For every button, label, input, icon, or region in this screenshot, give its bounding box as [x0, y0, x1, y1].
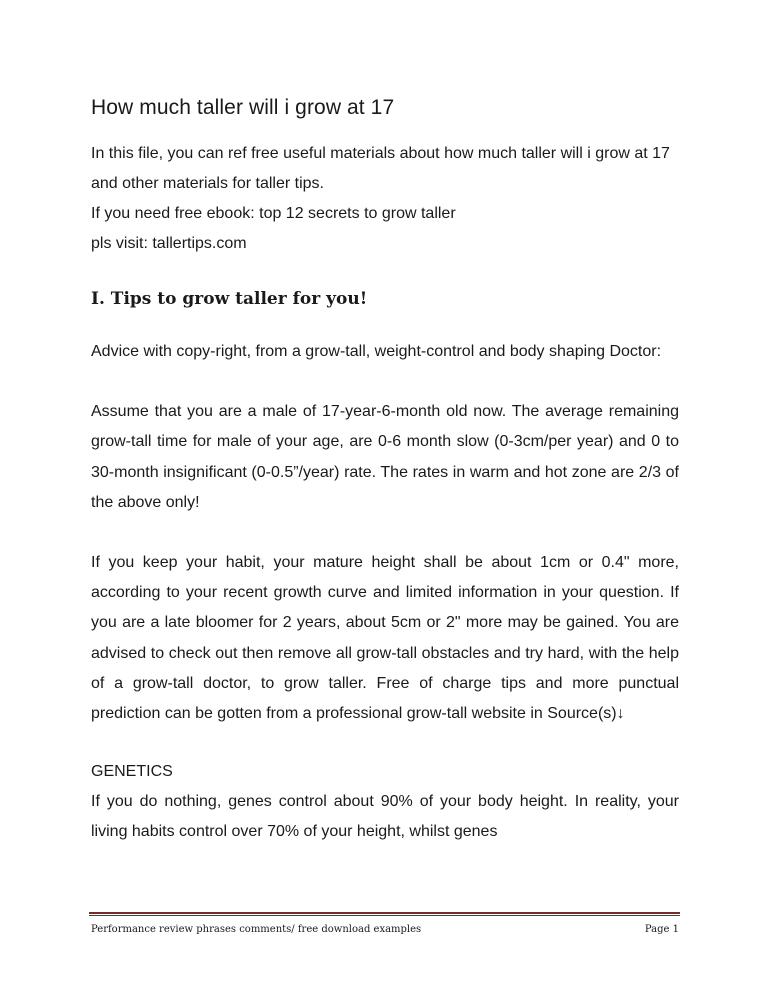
intro-line: In this file, you can ref free useful materials about how much taller will i grow at 17 and other materials for taller tips.: [91, 145, 670, 192]
footer-text: Performance review phrases comments/ free download examples: [91, 924, 422, 935]
intro-line: pls visit: tallertips.com: [91, 235, 247, 252]
footer-rule-thin: [89, 915, 680, 916]
paragraph: Advice with copy-right, from a grow-tall, weight-control and body shaping Doctor:: [91, 343, 662, 360]
intro-line: If you need free ebook: top 12 secrets to grow taller: [91, 205, 456, 222]
page-number: Page 1: [644, 924, 679, 935]
document-title: How much taller will i grow at 17: [91, 96, 395, 119]
paragraph: Assume that you are a male of 17-year-6-month old now. The average remaining grow-tall time for male of your age, are 0-6 month slow (0-3cm/per year) and 0 to 30-month insignificant (0-0.5”/year) rate. The rates in warm and hot zone are 2/3 of the above only!: [91, 403, 679, 511]
genetics-paragraph: If you do nothing, genes control about 90% of your body height. In reality, your living habits control over 70% of your height, whilst genes: [91, 793, 679, 841]
genetics-heading: GENETICS: [91, 763, 173, 781]
paragraph: If you keep your habit, your mature height shall be about 1cm or 0.4" more, according to your recent growth curve and limited information in your question. If you are a late bloomer for 2 years, about 5cm or 2" more may be gained. You are advised to check out then remove all grow-tall obstacles and try hard, with the help of a grow-tall doctor, to grow taller. Free of charge tips and more punctual prediction can be gotten from a professional grow-tall website in Source(s)↓: [91, 554, 679, 723]
intro-block: [91, 139, 679, 259]
page-content: [91, 93, 679, 878]
footer-rule: [89, 912, 680, 914]
section-heading: I. Tips to grow taller for you!: [91, 289, 368, 309]
